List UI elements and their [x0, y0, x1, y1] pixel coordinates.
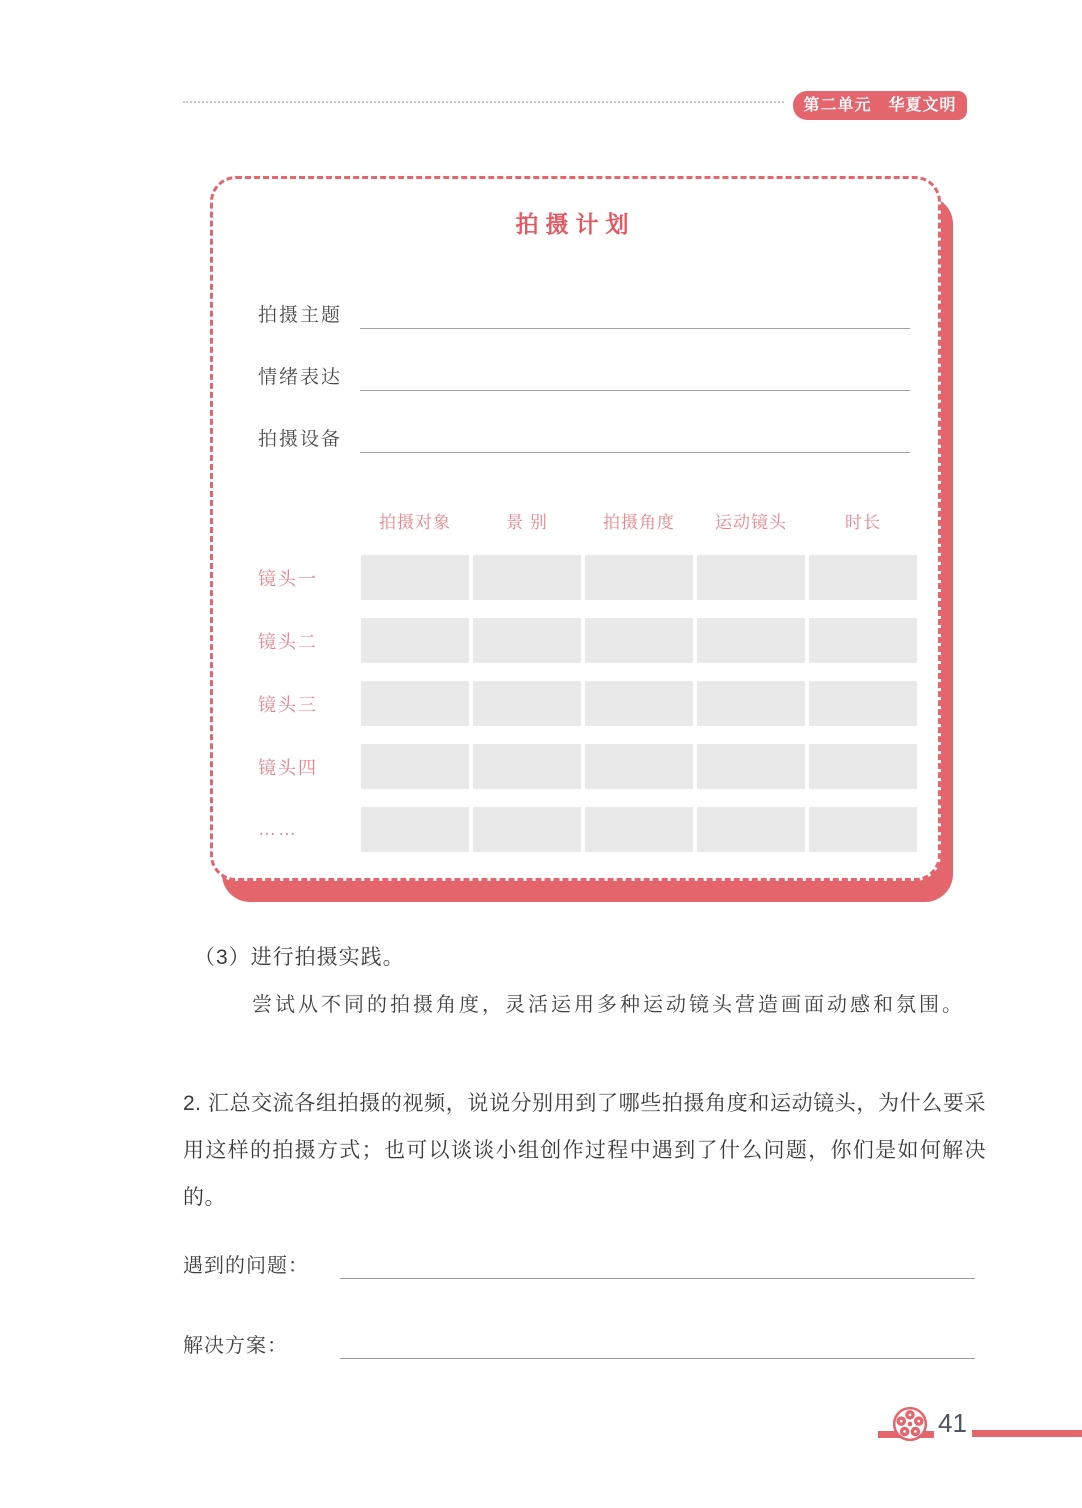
unit-badge: 第二单元 华夏文明 [793, 91, 967, 120]
row-label-shot-3: 镜头三 [258, 694, 318, 715]
blank-cell [585, 807, 693, 852]
field-emotion-label: 情绪表达 [258, 367, 343, 388]
blank-cell [585, 555, 693, 600]
field-emotion-blank-line [360, 390, 910, 391]
blank-cell [473, 555, 581, 600]
row-label-ellipsis: …… [258, 819, 298, 839]
blank-cell [697, 744, 805, 789]
row-label-shot-2: 镜头二 [258, 631, 318, 652]
film-reel-icon [891, 1405, 929, 1443]
blank-cell [361, 618, 469, 663]
solution-blank-line [340, 1358, 975, 1359]
page-number: 41 [938, 1408, 967, 1438]
solution-field [183, 1327, 975, 1359]
blank-cell [809, 618, 917, 663]
blank-cell [697, 618, 805, 663]
blank-cell [809, 807, 917, 852]
blank-cell [697, 555, 805, 600]
blank-cell [809, 744, 917, 789]
blank-cell [361, 555, 469, 600]
table-row [258, 681, 917, 726]
shot-table-header-row [258, 501, 917, 539]
blank-cell [585, 681, 693, 726]
col-header-subject: 拍摄对象 [379, 512, 451, 532]
blank-cell [361, 681, 469, 726]
question-label: 遇到的问题： [183, 1255, 309, 1277]
row-label-shot-4: 镜头四 [258, 757, 318, 778]
blank-cell [361, 744, 469, 789]
item-2-paragraph: 2. 汇总交流各组拍摄的视频，说说分别用到了哪些拍摄角度和运动镜头，为什么要采用这样的拍摄方式；也可以谈谈小组创作过程中遇到了什么问题，你们是如何解决的。 [183, 1092, 986, 1209]
step-3-note: 尝试从不同的拍摄角度，灵活运用多种运动镜头营造画面动感和氛围。 [252, 994, 965, 1016]
blank-cell [585, 744, 693, 789]
header-dotted-rule [183, 101, 784, 103]
field-theme [258, 293, 910, 329]
field-theme-blank-line [360, 328, 910, 329]
solution-label: 解决方案： [183, 1335, 288, 1357]
shooting-plan-card [210, 176, 941, 881]
blank-cell [473, 618, 581, 663]
card-dashed-frame [210, 176, 941, 881]
field-emotion [258, 355, 910, 391]
row-label-shot-1: 镜头一 [258, 568, 318, 589]
question-field [183, 1247, 975, 1279]
blank-cell [697, 807, 805, 852]
field-equipment-blank-line [360, 452, 910, 453]
col-header-angle: 拍摄角度 [603, 512, 675, 532]
blank-cell [585, 618, 693, 663]
blank-cell [361, 807, 469, 852]
question-blank-line [340, 1278, 975, 1279]
col-header-shot-size: 景 别 [506, 512, 548, 532]
field-equipment [258, 417, 910, 453]
table-row [258, 618, 917, 663]
table-row [258, 807, 917, 852]
footer-accent-bar-right [972, 1430, 1082, 1437]
blank-cell [473, 681, 581, 726]
step-3-heading: （3）进行拍摄实践。 [194, 946, 405, 969]
blank-cell [473, 807, 581, 852]
blank-cell [697, 681, 805, 726]
field-equipment-label: 拍摄设备 [258, 429, 343, 450]
field-theme-label: 拍摄主题 [258, 305, 343, 326]
blank-cell [809, 555, 917, 600]
card-title: 拍摄计划 [515, 211, 636, 237]
col-header-camera-move: 运动镜头 [715, 512, 787, 532]
blank-cell [809, 681, 917, 726]
col-header-duration: 时长 [845, 512, 881, 532]
table-row [258, 744, 917, 789]
blank-cell [473, 744, 581, 789]
table-row [258, 555, 917, 600]
shot-table [258, 501, 917, 852]
